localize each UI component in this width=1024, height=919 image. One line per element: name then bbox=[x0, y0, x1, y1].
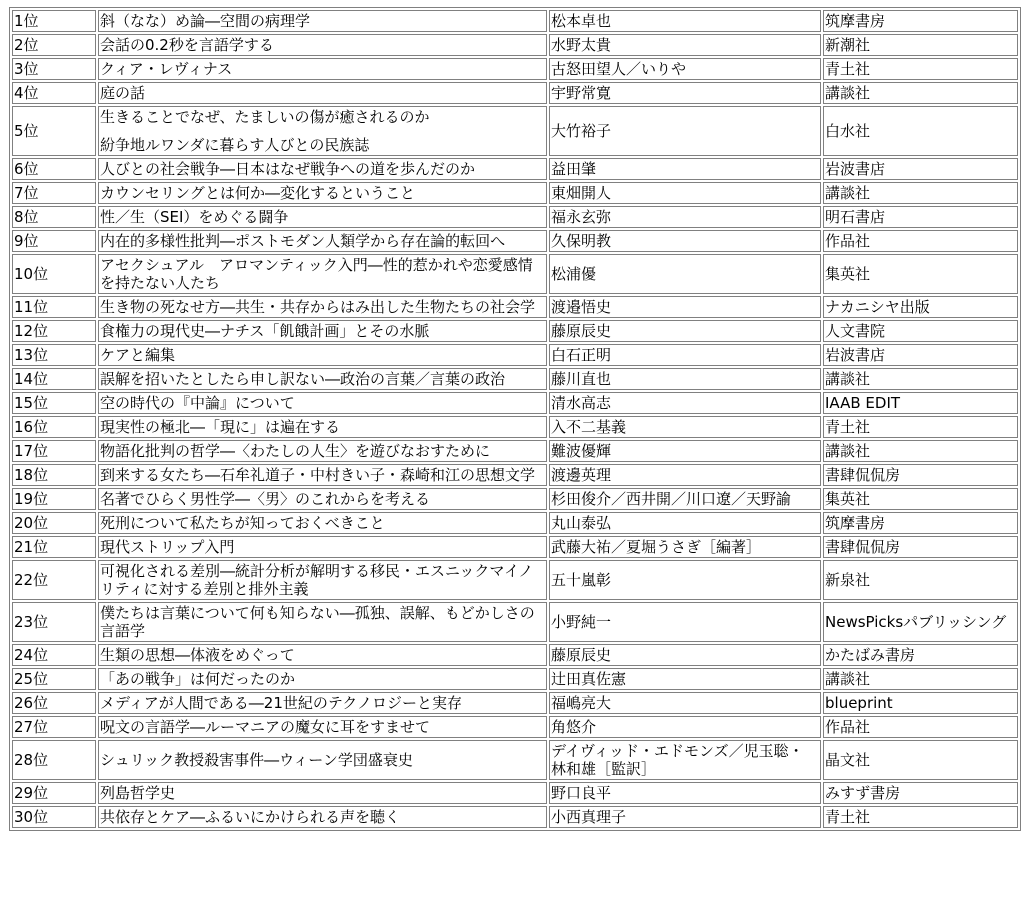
title-cell bbox=[98, 392, 547, 414]
author-cell: 古怒田望人／いりや bbox=[549, 58, 821, 80]
publisher-cell: 岩波書店 bbox=[823, 344, 1018, 366]
author-cell: 小野純一 bbox=[549, 602, 821, 642]
title-cell bbox=[98, 806, 547, 828]
table-row bbox=[12, 536, 1018, 558]
author-cell: 藤原辰史 bbox=[549, 320, 821, 342]
author-cell: 杉田俊介／西井開／川口遼／天野諭 bbox=[549, 488, 821, 510]
table-row bbox=[12, 716, 1018, 738]
rank-cell: 1位 bbox=[12, 10, 96, 32]
rank-cell: 28位 bbox=[12, 740, 96, 780]
book-title: 「あの戦争」は何だったのか bbox=[100, 670, 296, 688]
rank-cell: 15位 bbox=[12, 392, 96, 414]
rank-cell: 26位 bbox=[12, 692, 96, 714]
rank-cell: 11位 bbox=[12, 296, 96, 318]
title-cell bbox=[98, 692, 547, 714]
publisher-cell: 作品社 bbox=[823, 716, 1018, 738]
publisher-cell: 講談社 bbox=[823, 440, 1018, 462]
title-cell bbox=[98, 182, 547, 204]
author-cell: 宇野常寛 bbox=[549, 82, 821, 104]
rank-cell: 4位 bbox=[12, 82, 96, 104]
table-row bbox=[12, 644, 1018, 666]
table-row bbox=[12, 368, 1018, 390]
table-row bbox=[12, 806, 1018, 828]
title-cell bbox=[98, 560, 547, 600]
author-cell: 武藤大祐／夏堀うさぎ［編著］ bbox=[549, 536, 821, 558]
book-title: 物語化批判の哲学―〈わたしの人生〉を遊びなおすために bbox=[100, 442, 491, 460]
title-cell bbox=[98, 296, 547, 318]
table-row bbox=[12, 296, 1018, 318]
title-cell bbox=[98, 536, 547, 558]
book-title: アセクシュアル アロマンティック入門―性的惹かれや恋愛感情を持たない人たち bbox=[100, 256, 533, 292]
title-cell bbox=[98, 644, 547, 666]
publisher-cell: 集英社 bbox=[823, 488, 1018, 510]
title-cell bbox=[98, 158, 547, 180]
title-cell bbox=[98, 512, 547, 534]
publisher-cell: かたばみ書房 bbox=[823, 644, 1018, 666]
title-cell bbox=[98, 206, 547, 228]
title-cell bbox=[98, 106, 547, 156]
publisher-cell: 筑摩書房 bbox=[823, 512, 1018, 534]
author-cell: 東畑開人 bbox=[549, 182, 821, 204]
publisher-cell: 書肆侃侃房 bbox=[823, 536, 1018, 558]
rank-cell: 10位 bbox=[12, 254, 96, 294]
rank-cell: 9位 bbox=[12, 230, 96, 252]
author-cell: 五十嵐彰 bbox=[549, 560, 821, 600]
ranking-table bbox=[9, 7, 1021, 831]
publisher-cell: 書肆侃侃房 bbox=[823, 464, 1018, 486]
author-cell: 渡邉悟史 bbox=[549, 296, 821, 318]
publisher-cell: 青土社 bbox=[823, 416, 1018, 438]
title-cell bbox=[98, 782, 547, 804]
title-cell bbox=[98, 488, 547, 510]
rank-cell: 12位 bbox=[12, 320, 96, 342]
author-cell: 清水高志 bbox=[549, 392, 821, 414]
publisher-cell: 明石書店 bbox=[823, 206, 1018, 228]
rank-cell: 19位 bbox=[12, 488, 96, 510]
book-title: 到来する女たち―石牟礼道子・中村きい子・森崎和江の思想文学 bbox=[100, 466, 536, 484]
table-row bbox=[12, 106, 1018, 156]
book-title: 僕たちは言葉について何も知らない―孤独、誤解、もどかしさの言語学 bbox=[100, 604, 535, 640]
book-title: 呪文の言語学―ルーマニアの魔女に耳をすませて bbox=[100, 718, 431, 736]
table-row bbox=[12, 560, 1018, 600]
table-row bbox=[12, 82, 1018, 104]
title-cell bbox=[98, 82, 547, 104]
rank-cell: 18位 bbox=[12, 464, 96, 486]
author-cell: 白石正明 bbox=[549, 344, 821, 366]
author-cell: 福永玄弥 bbox=[549, 206, 821, 228]
author-cell: デイヴィッド・エドモンズ／児玉聡・林和雄［監訳］ bbox=[549, 740, 821, 780]
table-row bbox=[12, 158, 1018, 180]
author-cell: 益田肇 bbox=[549, 158, 821, 180]
table-row bbox=[12, 344, 1018, 366]
table-row bbox=[12, 392, 1018, 414]
publisher-cell: 作品社 bbox=[823, 230, 1018, 252]
book-subtitle: 紛争地ルワンダに暮らす人びとの民族誌 bbox=[100, 136, 370, 154]
book-title: 生き物の死なせ方―共生・共存からはみ出した生物たちの社会学 bbox=[100, 298, 536, 316]
author-cell: 入不二基義 bbox=[549, 416, 821, 438]
title-cell bbox=[98, 230, 547, 252]
book-title: メディアが人間である―21世紀のテクノロジーと実存 bbox=[100, 694, 462, 712]
publisher-cell: 人文書院 bbox=[823, 320, 1018, 342]
table-row bbox=[12, 416, 1018, 438]
author-cell: 小西真理子 bbox=[549, 806, 821, 828]
rank-cell: 2位 bbox=[12, 34, 96, 56]
author-cell: 久保明教 bbox=[549, 230, 821, 252]
book-title: シュリック教授殺害事件―ウィーン学団盛衰史 bbox=[100, 751, 413, 769]
book-title: 列島哲学史 bbox=[100, 784, 176, 802]
author-cell: 藤原辰史 bbox=[549, 644, 821, 666]
title-cell bbox=[98, 416, 547, 438]
rank-cell: 6位 bbox=[12, 158, 96, 180]
publisher-cell: 講談社 bbox=[823, 368, 1018, 390]
author-cell: 水野太貴 bbox=[549, 34, 821, 56]
table-row bbox=[12, 206, 1018, 228]
publisher-cell: blueprint bbox=[823, 692, 1018, 714]
book-title: 死刑について私たちが知っておくべきこと bbox=[100, 514, 385, 532]
author-cell: 辻田真佐憲 bbox=[549, 668, 821, 690]
author-cell: 福嶋亮大 bbox=[549, 692, 821, 714]
publisher-cell: ナカニシヤ出版 bbox=[823, 296, 1018, 318]
book-title: 現代ストリップ入門 bbox=[100, 538, 235, 556]
table-row bbox=[12, 782, 1018, 804]
title-cell bbox=[98, 668, 547, 690]
title-cell bbox=[98, 10, 547, 32]
publisher-cell: IAAB EDIT bbox=[823, 392, 1018, 414]
table-row bbox=[12, 464, 1018, 486]
publisher-cell: 講談社 bbox=[823, 182, 1018, 204]
table-row bbox=[12, 488, 1018, 510]
book-title: 可視化される差別―統計分析が解明する移民・エスニックマイノリティに対する差別と排外主義 bbox=[100, 562, 534, 598]
publisher-cell: 白水社 bbox=[823, 106, 1018, 156]
book-title: 庭の話 bbox=[100, 84, 146, 102]
author-cell: 松浦優 bbox=[549, 254, 821, 294]
author-cell: 渡邊英理 bbox=[549, 464, 821, 486]
rank-cell: 17位 bbox=[12, 440, 96, 462]
rank-cell: 30位 bbox=[12, 806, 96, 828]
book-title: 名著でひらく男性学―〈男〉のこれからを考える bbox=[100, 490, 431, 508]
author-cell: 角悠介 bbox=[549, 716, 821, 738]
book-title: 現実性の極北―「現に」は遍在する bbox=[100, 418, 341, 436]
book-title: 人びとの社会戦争―日本はなぜ戦争への道を歩んだのか bbox=[100, 160, 476, 178]
title-cell bbox=[98, 740, 547, 780]
book-title: 共依存とケア―ふるいにかけられる声を聴く bbox=[100, 808, 401, 826]
rank-cell: 20位 bbox=[12, 512, 96, 534]
table-row bbox=[12, 254, 1018, 294]
rank-cell: 21位 bbox=[12, 536, 96, 558]
rank-cell: 3位 bbox=[12, 58, 96, 80]
table-row bbox=[12, 320, 1018, 342]
publisher-cell: 青土社 bbox=[823, 58, 1018, 80]
author-cell: 野口良平 bbox=[549, 782, 821, 804]
rank-cell: 7位 bbox=[12, 182, 96, 204]
title-cell bbox=[98, 368, 547, 390]
title-cell bbox=[98, 320, 547, 342]
author-cell: 藤川直也 bbox=[549, 368, 821, 390]
title-cell bbox=[98, 254, 547, 294]
title-cell bbox=[98, 58, 547, 80]
book-title: 性／生（SEI）をめぐる闘争 bbox=[100, 208, 289, 226]
publisher-cell: 新泉社 bbox=[823, 560, 1018, 600]
book-title: 会話の0.2秒を言語学する bbox=[100, 36, 274, 54]
book-title: 空の時代の『中論』について bbox=[100, 394, 295, 412]
rank-cell: 13位 bbox=[12, 344, 96, 366]
book-title: 食権力の現代史―ナチス「飢餓計画」とその水脈 bbox=[100, 322, 430, 340]
title-cell bbox=[98, 602, 547, 642]
table-row bbox=[12, 740, 1018, 780]
publisher-cell: 新潮社 bbox=[823, 34, 1018, 56]
table-row bbox=[12, 440, 1018, 462]
author-cell: 難波優輝 bbox=[549, 440, 821, 462]
publisher-cell: 岩波書店 bbox=[823, 158, 1018, 180]
title-cell bbox=[98, 464, 547, 486]
table-row bbox=[12, 692, 1018, 714]
publisher-cell: 講談社 bbox=[823, 82, 1018, 104]
publisher-cell: NewsPicksパブリッシング bbox=[823, 602, 1018, 642]
publisher-cell: 晶文社 bbox=[823, 740, 1018, 780]
book-title: カウンセリングとは何か―変化するということ bbox=[100, 184, 416, 202]
rank-cell: 25位 bbox=[12, 668, 96, 690]
ranking-table-body bbox=[12, 10, 1018, 828]
rank-cell: 24位 bbox=[12, 644, 96, 666]
author-cell: 丸山泰弘 bbox=[549, 512, 821, 534]
rank-cell: 5位 bbox=[12, 106, 96, 156]
book-title: クィア・レヴィナス bbox=[100, 60, 233, 78]
title-cell bbox=[98, 344, 547, 366]
book-title: 斜（なな）め論―空間の病理学 bbox=[100, 12, 311, 30]
book-title: 生きることでなぜ、たましいの傷が癒されるのか bbox=[100, 108, 430, 126]
table-row bbox=[12, 182, 1018, 204]
title-cell bbox=[98, 716, 547, 738]
rank-cell: 27位 bbox=[12, 716, 96, 738]
title-cell bbox=[98, 34, 547, 56]
publisher-cell: 講談社 bbox=[823, 668, 1018, 690]
publisher-cell: 青土社 bbox=[823, 806, 1018, 828]
table-row bbox=[12, 58, 1018, 80]
table-row bbox=[12, 668, 1018, 690]
table-row bbox=[12, 34, 1018, 56]
publisher-cell: みすず書房 bbox=[823, 782, 1018, 804]
table-row bbox=[12, 512, 1018, 534]
title-cell bbox=[98, 440, 547, 462]
author-cell: 大竹裕子 bbox=[549, 106, 821, 156]
publisher-cell: 集英社 bbox=[823, 254, 1018, 294]
rank-cell: 16位 bbox=[12, 416, 96, 438]
book-title: ケアと編集 bbox=[100, 346, 176, 364]
book-title: 内在的多様性批判―ポストモダン人類学から存在論的転回へ bbox=[100, 232, 506, 250]
rank-cell: 22位 bbox=[12, 560, 96, 600]
author-cell: 松本卓也 bbox=[549, 10, 821, 32]
book-title: 生類の思想―体液をめぐって bbox=[100, 646, 295, 664]
rank-cell: 23位 bbox=[12, 602, 96, 642]
table-row bbox=[12, 602, 1018, 642]
book-title: 誤解を招いたとしたら申し訳ない―政治の言葉／言葉の政治 bbox=[100, 370, 506, 388]
publisher-cell: 筑摩書房 bbox=[823, 10, 1018, 32]
table-row bbox=[12, 230, 1018, 252]
rank-cell: 8位 bbox=[12, 206, 96, 228]
rank-cell: 29位 bbox=[12, 782, 96, 804]
rank-cell: 14位 bbox=[12, 368, 96, 390]
table-row bbox=[12, 10, 1018, 32]
